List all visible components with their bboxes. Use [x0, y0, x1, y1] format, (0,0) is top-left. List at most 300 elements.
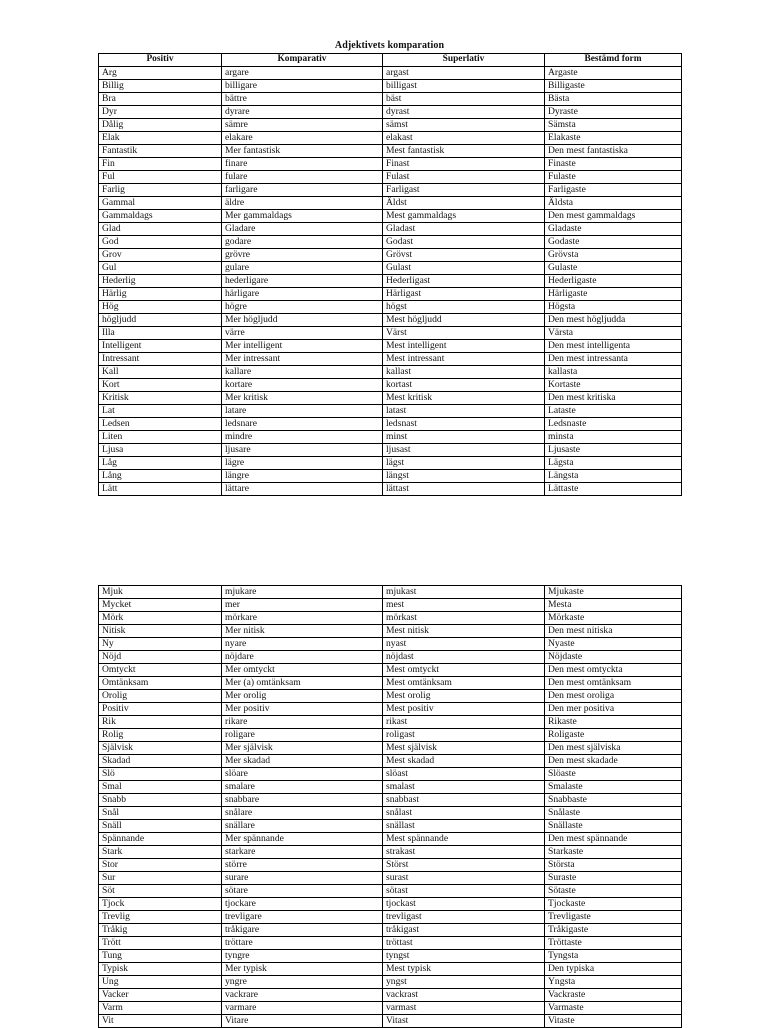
cell-positiv: Ljusa — [99, 444, 222, 457]
table-row — [99, 716, 682, 729]
cell-positiv: Arg — [99, 67, 222, 80]
cell-bestamd-form: Den mest intressanta — [545, 353, 682, 366]
header-positiv: Positiv — [99, 54, 222, 67]
cell-positiv: Rik — [99, 716, 222, 729]
cell-komparativ: längre — [222, 470, 383, 483]
cell-komparativ: smalare — [222, 781, 383, 794]
cell-komparativ: farligare — [222, 184, 383, 197]
cell-positiv: Tung — [99, 950, 222, 963]
cell-bestamd-form: Tråkigaste — [545, 924, 682, 937]
table-row — [99, 418, 682, 431]
cell-superlativ: Mest omtänksam — [383, 677, 545, 690]
cell-superlativ: Störst — [383, 859, 545, 872]
cell-superlativ: Härligast — [383, 288, 545, 301]
cell-bestamd-form: minsta — [545, 431, 682, 444]
cell-bestamd-form: Hederligaste — [545, 275, 682, 288]
cell-superlativ: yngst — [383, 976, 545, 989]
cell-superlativ: lättast — [383, 483, 545, 496]
cell-komparativ: lättare — [222, 483, 383, 496]
cell-bestamd-form: Kortaste — [545, 379, 682, 392]
cell-superlativ: Mest orolig — [383, 690, 545, 703]
cell-superlativ: Mest självisk — [383, 742, 545, 755]
cell-positiv: Kort — [99, 379, 222, 392]
table-row — [99, 470, 682, 483]
cell-superlativ: nyast — [383, 638, 545, 651]
cell-bestamd-form: Tröttaste — [545, 937, 682, 950]
cell-bestamd-form: Suraste — [545, 872, 682, 885]
table-row — [99, 93, 682, 106]
table-header-row — [99, 54, 682, 67]
cell-positiv: Gammaldags — [99, 210, 222, 223]
cell-superlativ: Hederligast — [383, 275, 545, 288]
cell-positiv: Härlig — [99, 288, 222, 301]
cell-komparativ: dyrare — [222, 106, 383, 119]
cell-positiv: Farlig — [99, 184, 222, 197]
cell-positiv: Vacker — [99, 989, 222, 1002]
cell-superlativ: smalast — [383, 781, 545, 794]
cell-komparativ: Mer skadad — [222, 755, 383, 768]
cell-positiv: Lat — [99, 405, 222, 418]
cell-superlativ: Godast — [383, 236, 545, 249]
cell-bestamd-form: Den mest gammaldags — [545, 210, 682, 223]
cell-superlativ: roligast — [383, 729, 545, 742]
cell-positiv: Intelligent — [99, 340, 222, 353]
table-row — [99, 638, 682, 651]
table-row — [99, 911, 682, 924]
cell-bestamd-form: Den mest spännande — [545, 833, 682, 846]
table-row — [99, 132, 682, 145]
cell-komparativ: starkare — [222, 846, 383, 859]
cell-bestamd-form: Äldsta — [545, 197, 682, 210]
cell-komparativ: vackrare — [222, 989, 383, 1002]
cell-bestamd-form: Den mest skadade — [545, 755, 682, 768]
cell-bestamd-form: Ledsnaste — [545, 418, 682, 431]
cell-positiv: Spännande — [99, 833, 222, 846]
cell-komparativ: Mer gammaldags — [222, 210, 383, 223]
cell-positiv: Vit — [99, 1015, 222, 1028]
cell-superlativ: tråkigast — [383, 924, 545, 937]
cell-positiv: Trevlig — [99, 911, 222, 924]
cell-superlativ: tröttast — [383, 937, 545, 950]
cell-superlativ: ledsnast — [383, 418, 545, 431]
cell-superlativ: Mest intelligent — [383, 340, 545, 353]
cell-superlativ: vackrast — [383, 989, 545, 1002]
cell-komparativ: Mer högljudd — [222, 314, 383, 327]
cell-komparativ: Mer spännande — [222, 833, 383, 846]
table-row — [99, 976, 682, 989]
cell-bestamd-form: Billigaste — [545, 80, 682, 93]
cell-komparativ: hederligare — [222, 275, 383, 288]
cell-komparativ: Mer typisk — [222, 963, 383, 976]
cell-komparativ: latare — [222, 405, 383, 418]
cell-komparativ: nyare — [222, 638, 383, 651]
cell-komparativ: nöjdare — [222, 651, 383, 664]
cell-komparativ: Mer intressant — [222, 353, 383, 366]
table-row — [99, 859, 682, 872]
cell-positiv: Ledsen — [99, 418, 222, 431]
cell-komparativ: mjukare — [222, 586, 383, 599]
table-row — [99, 262, 682, 275]
table-row — [99, 379, 682, 392]
table-row — [99, 145, 682, 158]
cell-komparativ: större — [222, 859, 383, 872]
table-row — [99, 275, 682, 288]
cell-superlativ: lägst — [383, 457, 545, 470]
cell-bestamd-form: Farligaste — [545, 184, 682, 197]
cell-superlativ: Mest skadad — [383, 755, 545, 768]
cell-bestamd-form: Ljusaste — [545, 444, 682, 457]
table-row — [99, 184, 682, 197]
cell-komparativ: Gladare — [222, 223, 383, 236]
cell-positiv: Fin — [99, 158, 222, 171]
cell-superlativ: bäst — [383, 93, 545, 106]
comparison-table-part-2 — [98, 585, 682, 1028]
cell-positiv: Mörk — [99, 612, 222, 625]
cell-bestamd-form: Trevligaste — [545, 911, 682, 924]
table-row — [99, 950, 682, 963]
table-row — [99, 703, 682, 716]
table-row — [99, 340, 682, 353]
cell-bestamd-form: Den mest fantastiska — [545, 145, 682, 158]
table-row — [99, 690, 682, 703]
cell-positiv: Stor — [99, 859, 222, 872]
cell-bestamd-form: Grövsta — [545, 249, 682, 262]
table-row — [99, 301, 682, 314]
cell-superlativ: Mest fantastisk — [383, 145, 545, 158]
cell-bestamd-form: Argaste — [545, 67, 682, 80]
cell-bestamd-form: Mjukaste — [545, 586, 682, 599]
cell-bestamd-form: Den typiska — [545, 963, 682, 976]
cell-positiv: Varm — [99, 1002, 222, 1015]
cell-superlativ: Värst — [383, 327, 545, 340]
cell-komparativ: Mer positiv — [222, 703, 383, 716]
cell-superlativ: Mest typisk — [383, 963, 545, 976]
table-row — [99, 664, 682, 677]
cell-bestamd-form: Yngsta — [545, 976, 682, 989]
table-row — [99, 444, 682, 457]
cell-positiv: Rolig — [99, 729, 222, 742]
cell-positiv: Dålig — [99, 119, 222, 132]
cell-bestamd-form: Den mer positiva — [545, 703, 682, 716]
cell-komparativ: snällare — [222, 820, 383, 833]
cell-bestamd-form: Nöjdaste — [545, 651, 682, 664]
cell-komparativ: godare — [222, 236, 383, 249]
table-row — [99, 197, 682, 210]
cell-superlativ: sämst — [383, 119, 545, 132]
table-row — [99, 963, 682, 976]
cell-bestamd-form: Gladaste — [545, 223, 682, 236]
cell-superlativ: argast — [383, 67, 545, 80]
cell-komparativ: sämre — [222, 119, 383, 132]
table-row — [99, 171, 682, 184]
cell-positiv: Orolig — [99, 690, 222, 703]
table-row — [99, 67, 682, 80]
cell-positiv: Lång — [99, 470, 222, 483]
cell-superlativ: Mest nitisk — [383, 625, 545, 638]
cell-superlativ: Grövst — [383, 249, 545, 262]
cell-komparativ: bättre — [222, 93, 383, 106]
table-row — [99, 872, 682, 885]
cell-komparativ: mer — [222, 599, 383, 612]
cell-superlativ: Mest gammaldags — [383, 210, 545, 223]
cell-positiv: Dyr — [99, 106, 222, 119]
cell-superlativ: Äldst — [383, 197, 545, 210]
cell-komparativ: Mer kritisk — [222, 392, 383, 405]
table-row — [99, 898, 682, 911]
table-row — [99, 119, 682, 132]
cell-positiv: Hederlig — [99, 275, 222, 288]
table-row — [99, 80, 682, 93]
table-row — [99, 327, 682, 340]
cell-superlativ: Mest positiv — [383, 703, 545, 716]
cell-superlativ: längst — [383, 470, 545, 483]
cell-positiv: Tjock — [99, 898, 222, 911]
cell-bestamd-form: Den mest intelligenta — [545, 340, 682, 353]
cell-positiv: Illa — [99, 327, 222, 340]
cell-komparativ: Mer orolig — [222, 690, 383, 703]
cell-komparativ: ledsnare — [222, 418, 383, 431]
table-body-part-1 — [99, 67, 682, 496]
table-row — [99, 651, 682, 664]
table-row — [99, 807, 682, 820]
cell-superlativ: Mest spännande — [383, 833, 545, 846]
cell-superlativ: snålast — [383, 807, 545, 820]
table-row — [99, 586, 682, 599]
cell-superlativ: surast — [383, 872, 545, 885]
table-row — [99, 599, 682, 612]
cell-positiv: Slö — [99, 768, 222, 781]
table-row — [99, 158, 682, 171]
cell-superlativ: slöast — [383, 768, 545, 781]
cell-positiv: Självisk — [99, 742, 222, 755]
cell-bestamd-form: Rikaste — [545, 716, 682, 729]
cell-komparativ: tröttare — [222, 937, 383, 950]
cell-superlativ: kallast — [383, 366, 545, 379]
cell-komparativ: värre — [222, 327, 383, 340]
cell-positiv: Mjuk — [99, 586, 222, 599]
cell-bestamd-form: Den mest själviska — [545, 742, 682, 755]
cell-positiv: Ny — [99, 638, 222, 651]
cell-bestamd-form: Gulaste — [545, 262, 682, 275]
cell-komparativ: Vitare — [222, 1015, 383, 1028]
cell-superlativ: Mest intressant — [383, 353, 545, 366]
cell-komparativ: lägre — [222, 457, 383, 470]
table-row — [99, 483, 682, 496]
cell-superlativ: varmast — [383, 1002, 545, 1015]
table-row — [99, 353, 682, 366]
cell-komparativ: kortare — [222, 379, 383, 392]
cell-positiv: Grov — [99, 249, 222, 262]
cell-positiv: Bra — [99, 93, 222, 106]
cell-positiv: Kritisk — [99, 392, 222, 405]
cell-superlativ: nöjdast — [383, 651, 545, 664]
table-row — [99, 249, 682, 262]
table-row — [99, 457, 682, 470]
table-row — [99, 924, 682, 937]
table-row — [99, 392, 682, 405]
cell-superlativ: Gulast — [383, 262, 545, 275]
cell-superlativ: ljusast — [383, 444, 545, 457]
cell-superlativ: tjockast — [383, 898, 545, 911]
cell-superlativ: Mest kritisk — [383, 392, 545, 405]
cell-superlativ: Vitast — [383, 1015, 545, 1028]
cell-superlativ: Gladast — [383, 223, 545, 236]
cell-bestamd-form: Roligaste — [545, 729, 682, 742]
header-superlativ: Superlativ — [383, 54, 545, 67]
cell-bestamd-form: Fulaste — [545, 171, 682, 184]
cell-superlativ: dyrast — [383, 106, 545, 119]
cell-positiv: Omtänksam — [99, 677, 222, 690]
cell-positiv: Liten — [99, 431, 222, 444]
table-row — [99, 625, 682, 638]
cell-positiv: Lätt — [99, 483, 222, 496]
table-row — [99, 431, 682, 444]
cell-bestamd-form: Slöaste — [545, 768, 682, 781]
table-row — [99, 820, 682, 833]
cell-positiv: Gul — [99, 262, 222, 275]
cell-bestamd-form: Den mest oroliga — [545, 690, 682, 703]
table-row — [99, 781, 682, 794]
cell-komparativ: mörkare — [222, 612, 383, 625]
cell-komparativ: äldre — [222, 197, 383, 210]
cell-superlativ: Fulast — [383, 171, 545, 184]
cell-positiv: Snabb — [99, 794, 222, 807]
cell-komparativ: surare — [222, 872, 383, 885]
cell-komparativ: kallare — [222, 366, 383, 379]
table-row — [99, 794, 682, 807]
table-row — [99, 833, 682, 846]
cell-positiv: Omtyckt — [99, 664, 222, 677]
cell-komparativ: rikare — [222, 716, 383, 729]
cell-positiv: Snäll — [99, 820, 222, 833]
cell-superlativ: Mest högljudd — [383, 314, 545, 327]
table-row — [99, 223, 682, 236]
cell-bestamd-form: Lättaste — [545, 483, 682, 496]
cell-bestamd-form: Den mest omtänksam — [545, 677, 682, 690]
cell-komparativ: varmare — [222, 1002, 383, 1015]
cell-bestamd-form: kallasta — [545, 366, 682, 379]
cell-komparativ: Mer omtyckt — [222, 664, 383, 677]
table-row — [99, 742, 682, 755]
cell-superlativ: trevligast — [383, 911, 545, 924]
cell-positiv: Billig — [99, 80, 222, 93]
table-row — [99, 314, 682, 327]
cell-positiv: Gammal — [99, 197, 222, 210]
cell-komparativ: gulare — [222, 262, 383, 275]
cell-positiv: Kall — [99, 366, 222, 379]
cell-superlativ: latast — [383, 405, 545, 418]
cell-komparativ: roligare — [222, 729, 383, 742]
cell-positiv: Ful — [99, 171, 222, 184]
cell-komparativ: högre — [222, 301, 383, 314]
cell-komparativ: billigare — [222, 80, 383, 93]
table-body-part-2 — [99, 586, 682, 1028]
cell-positiv: Positiv — [99, 703, 222, 716]
cell-komparativ: argare — [222, 67, 383, 80]
cell-superlativ: Finast — [383, 158, 545, 171]
cell-superlativ: Farligast — [383, 184, 545, 197]
cell-bestamd-form: Lataste — [545, 405, 682, 418]
cell-komparativ: tjockare — [222, 898, 383, 911]
table-row — [99, 677, 682, 690]
cell-bestamd-form: Snabbaste — [545, 794, 682, 807]
cell-bestamd-form: Högsta — [545, 301, 682, 314]
cell-positiv: Stark — [99, 846, 222, 859]
cell-bestamd-form: Mesta — [545, 599, 682, 612]
document-title: Adjektivets komparation — [334, 40, 445, 51]
cell-komparativ: Mer intelligent — [222, 340, 383, 353]
cell-superlativ: mest — [383, 599, 545, 612]
cell-positiv: God — [99, 236, 222, 249]
cell-komparativ: snålare — [222, 807, 383, 820]
cell-positiv: Trött — [99, 937, 222, 950]
cell-bestamd-form: Finaste — [545, 158, 682, 171]
cell-komparativ: trevligare — [222, 911, 383, 924]
header-bestamd-form: Bestämd form — [545, 54, 682, 67]
cell-bestamd-form: Godaste — [545, 236, 682, 249]
cell-positiv: Tråkig — [99, 924, 222, 937]
table-row — [99, 405, 682, 418]
cell-bestamd-form: Sötaste — [545, 885, 682, 898]
cell-positiv: Nitisk — [99, 625, 222, 638]
cell-komparativ: Mer nitisk — [222, 625, 383, 638]
cell-komparativ: finare — [222, 158, 383, 171]
table-row — [99, 612, 682, 625]
cell-bestamd-form: Den mest nitiska — [545, 625, 682, 638]
cell-superlativ: kortast — [383, 379, 545, 392]
cell-bestamd-form: Sämsta — [545, 119, 682, 132]
cell-superlativ: rikast — [383, 716, 545, 729]
cell-positiv: Nöjd — [99, 651, 222, 664]
cell-bestamd-form: Tjockaste — [545, 898, 682, 911]
cell-bestamd-form: Största — [545, 859, 682, 872]
cell-positiv: Skadad — [99, 755, 222, 768]
table-row — [99, 768, 682, 781]
cell-positiv: högljudd — [99, 314, 222, 327]
table-row — [99, 937, 682, 950]
cell-komparativ: ljusare — [222, 444, 383, 457]
cell-positiv: Typisk — [99, 963, 222, 976]
cell-bestamd-form: Dyraste — [545, 106, 682, 119]
cell-komparativ: yngre — [222, 976, 383, 989]
cell-positiv: Låg — [99, 457, 222, 470]
cell-positiv: Snål — [99, 807, 222, 820]
cell-bestamd-form: Bästa — [545, 93, 682, 106]
cell-bestamd-form: Värsta — [545, 327, 682, 340]
cell-komparativ: Mer fantastisk — [222, 145, 383, 158]
cell-superlativ: billigast — [383, 80, 545, 93]
cell-superlativ: högst — [383, 301, 545, 314]
cell-positiv: Glad — [99, 223, 222, 236]
cell-bestamd-form: Lägsta — [545, 457, 682, 470]
cell-komparativ: grövre — [222, 249, 383, 262]
cell-bestamd-form: Smalaste — [545, 781, 682, 794]
cell-komparativ: fulare — [222, 171, 383, 184]
table-row — [99, 210, 682, 223]
cell-positiv: Hög — [99, 301, 222, 314]
cell-superlativ: minst — [383, 431, 545, 444]
cell-positiv: Intressant — [99, 353, 222, 366]
cell-superlativ: sötast — [383, 885, 545, 898]
table-row — [99, 755, 682, 768]
cell-superlativ: elakast — [383, 132, 545, 145]
cell-positiv: Smal — [99, 781, 222, 794]
cell-bestamd-form: Snålaste — [545, 807, 682, 820]
cell-superlativ: tyngst — [383, 950, 545, 963]
cell-komparativ: tyngre — [222, 950, 383, 963]
table-row — [99, 989, 682, 1002]
cell-positiv: Elak — [99, 132, 222, 145]
